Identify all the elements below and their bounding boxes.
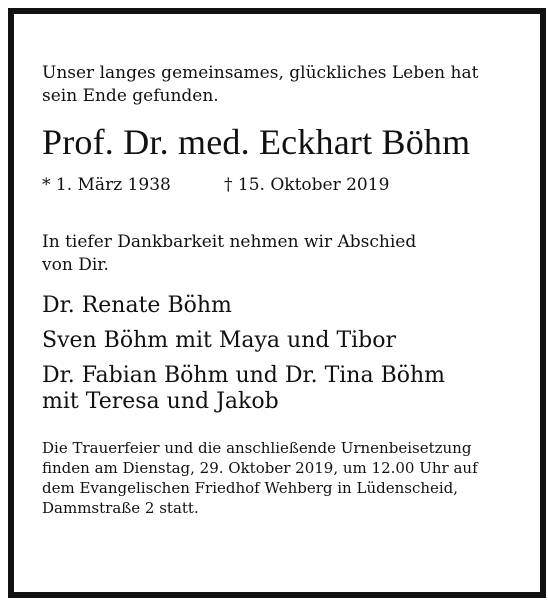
farewell-text: In tiefer Dankbarkeit nehmen wir Abschied von Dir. bbox=[42, 232, 417, 275]
deceased-name: Prof. Dr. med. Eckhart Böhm bbox=[42, 122, 471, 162]
mourner-entry: Dr. Fabian Böhm und Dr. Tina Böhm mit Teresa und Jakob bbox=[42, 363, 446, 414]
life-dates bbox=[42, 174, 512, 196]
intro-text: Unser langes gemeinsames, glückliches Leben hat sein Ende gefunden. bbox=[42, 63, 479, 106]
obituary-content bbox=[42, 62, 512, 518]
death-date: † 15. Oktober 2019 bbox=[224, 175, 390, 195]
mourner-entry: Sven Böhm mit Maya und Tibor bbox=[42, 328, 396, 353]
mourner-entry: Dr. Renate Böhm bbox=[42, 293, 232, 318]
ceremony-notice: Die Trauerfeier und die anschließende Urnenbeisetzung finden am Dienstag, 29. Oktober 2019, um 12.00 Uhr auf dem Evangelischen Friedhof Wehberg in Lüdenscheid, Dammstraße 2 statt. bbox=[42, 439, 478, 517]
birth-date: * 1. März 1938 bbox=[42, 175, 171, 195]
